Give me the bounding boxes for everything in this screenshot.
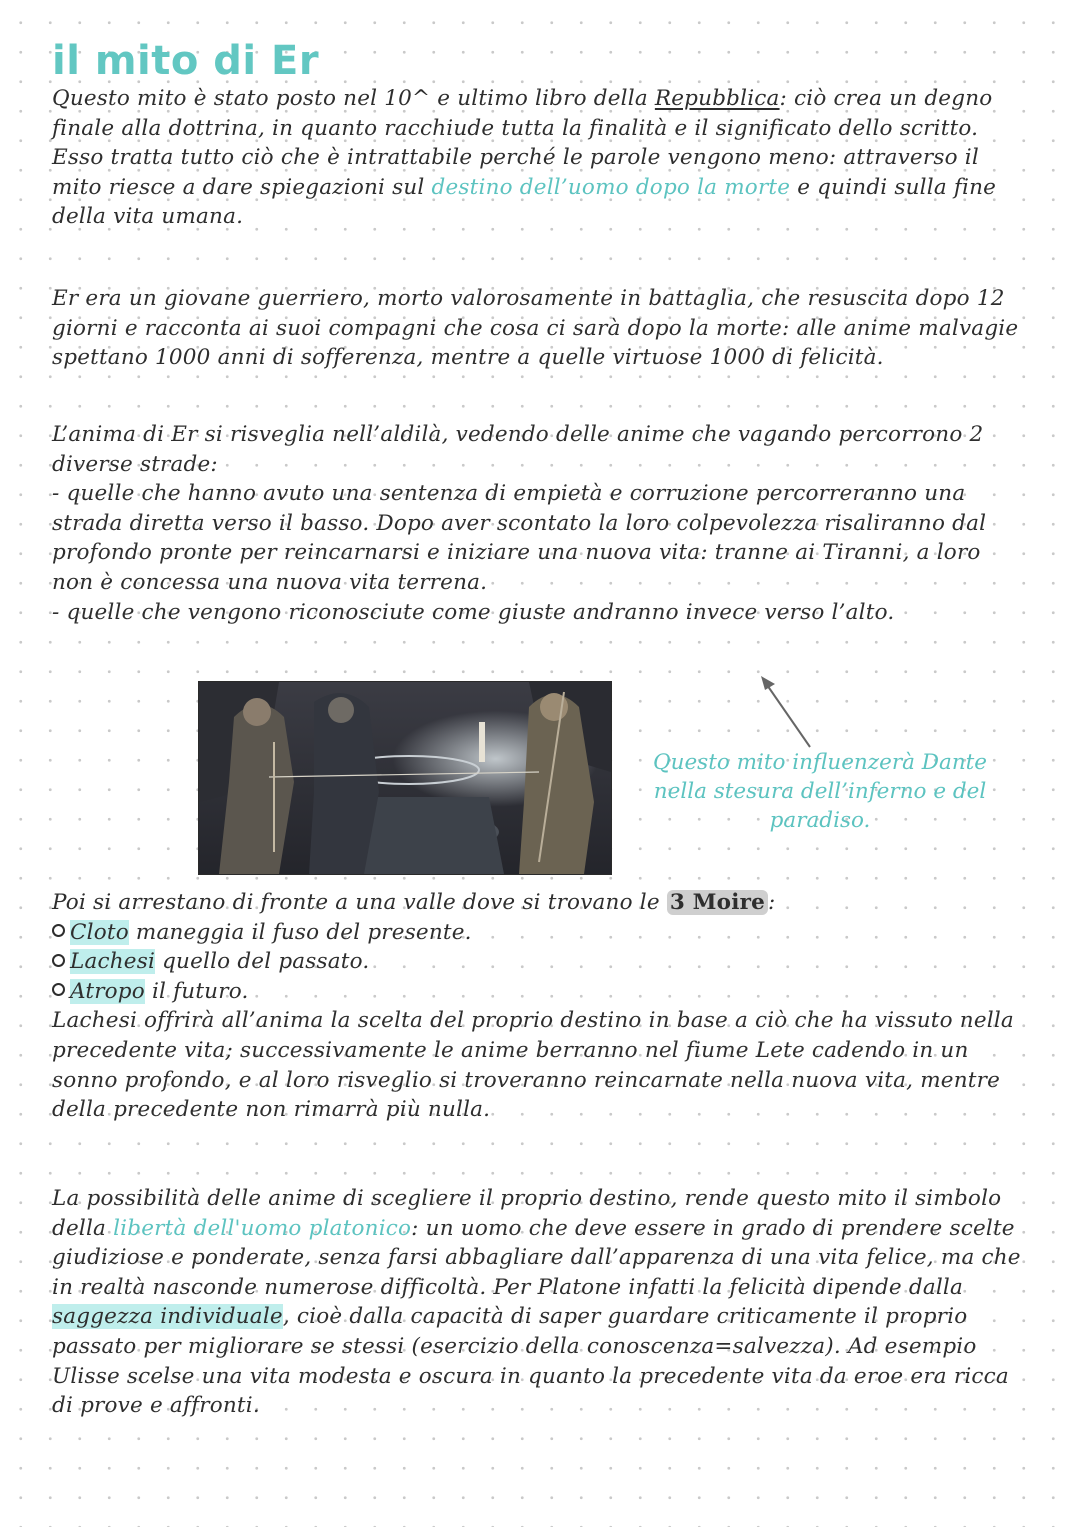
highlight-destino: destino dell’uomo dopo la morte — [431, 174, 791, 200]
side-note: Questo mito influenzerà Dante nella stesura dell’inferno e del paradiso. — [652, 750, 988, 833]
paragraph-er: Er era un giovane guerriero, morto valorosamente in battaglia, che resuscita dopo 12 giorni e racconta ai suoi compagni che cosa ci sarà dopo la morte: alle anime malvagie spettano 1000 anni di sofferenza, mentre a quelle virtuose 1000 di felicità. — [52, 286, 1019, 371]
bullet-icon — [52, 983, 65, 996]
arrow-icon — [755, 672, 815, 752]
bullet-icon — [52, 954, 65, 967]
moire-highlight: 3 Moire — [667, 890, 768, 915]
moire-item: Atropo il futuro. — [52, 977, 1022, 1007]
moire-item: Lachesi quello del passato. — [52, 947, 1022, 977]
highlight-saggezza: saggezza individuale — [52, 1304, 283, 1330]
paragraph-intro: Questo mito è stato posto nel 10^ e ultimo libro della Repubblica: ciò crea un degno finale alla dottrina, in quanto racchiude tutta la finalità e il significato dello scritto. Esso tratta tutto ciò che è intrattabile perché le parole vengono meno: attraverso il mito riesce a dare spiegazioni sul destino dell’uomo dopo la morte e quindi sulla fine della vita umana. — [52, 86, 997, 230]
highlight-liberta: libertà dell'uomo platonico — [113, 1215, 412, 1241]
moire-painting — [198, 681, 612, 875]
road-item-down: - quelle che hanno avuto una sentenza di empietà e corruzione percorreranno una strada diretta verso il basso. Dopo aver scontato la loro colpevolezza risaliranno dal profondo pronte per reincarnarsi e iniziare una nuova vita: tranne ai Tiranni, a loro non è concessa una nuova vita terrena. — [52, 481, 987, 595]
repubblica-underline: Repubblica — [654, 86, 780, 111]
road-item-up: - quelle che vengono riconosciute come giuste andranno invece verso l’alto. — [52, 599, 895, 625]
page-title: il mito di Er — [52, 38, 320, 84]
paragraph-moire: Poi si arrestano di fronte a una valle dove si trovano le 3 Moire : Cloto maneggia il fuso del presente. Lachesi quello del passato. Atropo il futuro. Lachesi offrirà all’anima la scelta del proprio destino in base a ciò che ha vissuto nella precedente vita; successivamente le anime berranno nel fiume Lete cadendo in un sonno profondo, e al loro risveglio si troveranno reincarnate nella nuova vita, mentre della precedente non rimarrà più nulla. — [52, 888, 1022, 1125]
bullet-icon — [52, 924, 65, 937]
painting-image — [199, 682, 611, 874]
paragraph-roads: L’anima di Er si risveglia nell’aldilà, vedendo delle anime che vagando percorrono 2 diverse strade: - quelle che hanno avuto una sentenza di empietà e corruzione percorreranno una strada diretta verso il basso. Dopo aver scontato la loro colpevolezza risaliranno dal profondo pronte per reincarnarsi e iniziare una nuova vita: tranne ai Tiranni, a loro non è concessa una nuova vita terrena. - quelle che vengono riconosciute come giuste andranno invece verso l’alto. — [52, 422, 987, 625]
moire-item: Cloto maneggia il fuso del presente. — [52, 918, 1022, 948]
paragraph-liberta: La possibilità delle anime di scegliere il proprio destino, rende questo mito il simbolo della libertà dell'uomo platonico: un uomo che deve essere in grado di prendere scelte giudiziose e ponderate, senza farsi abbagliare dall’apparenza di una vita felice, ma che in realtà nasconde numerose difficoltà. Per Platone infatti la felicità dipende dalla saggezza individuale, cioè dalla capacità di saper guardare criticamente il proprio passato per migliorare se stessi (esercizio della conoscenza=salvezza). Ad esempio Ulisse scelse una vita modesta e oscura in quanto la precedente vita da eroe era ricca di prove e affronti. — [52, 1186, 1021, 1419]
